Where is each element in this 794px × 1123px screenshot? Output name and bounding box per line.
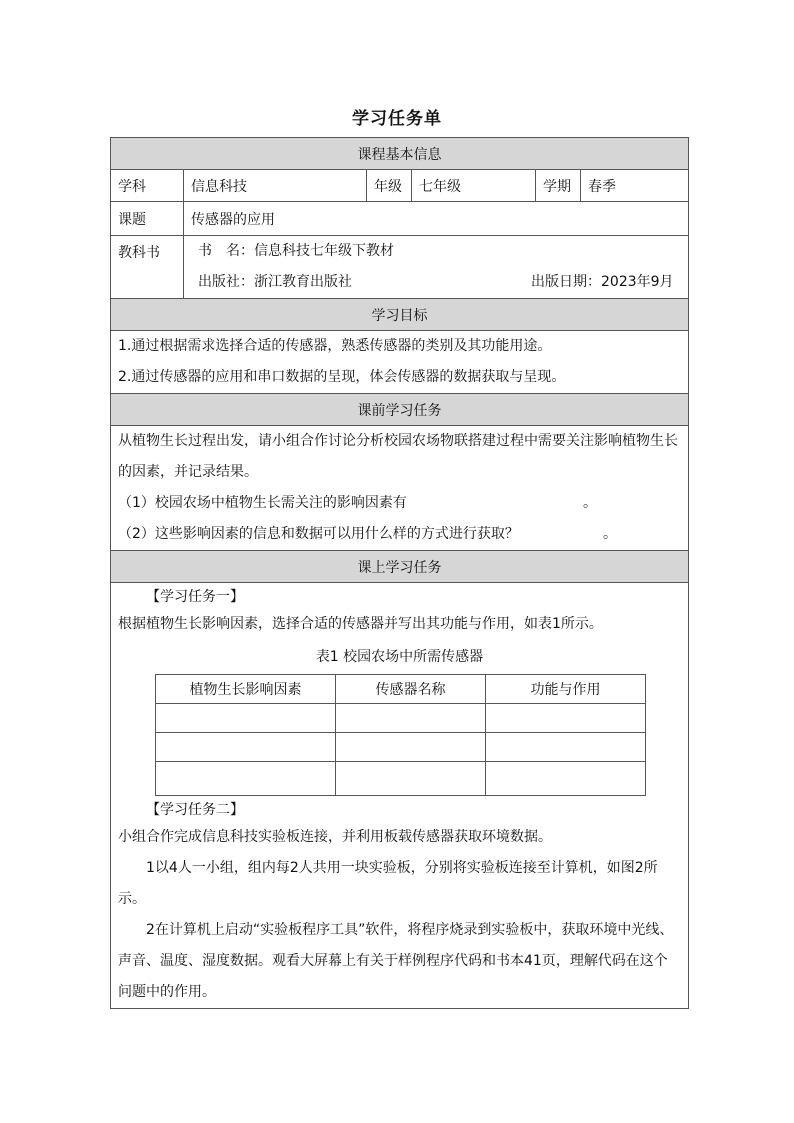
table-cell[interactable]: [156, 704, 336, 733]
task-1-text: 根据植物生长影响因素，选择合适的传感器并写出其功能与作用，如表1所示。: [118, 616, 603, 632]
grade-value: 七年级: [412, 170, 536, 202]
page-title: 学习任务单: [352, 109, 442, 129]
sensor-table: [155, 674, 646, 796]
task-2-text: 小组合作完成信息科技实验板连接，并利用板载传感器获取环境数据。: [118, 829, 552, 845]
table-cell[interactable]: [336, 762, 486, 796]
textbook-info: [184, 236, 689, 299]
column-header: 植物生长影响因素: [156, 675, 336, 704]
table-cell[interactable]: [156, 733, 336, 762]
in-class-content: [111, 583, 689, 1009]
task-2-step-2: 2在计算机上启动“实验板程序工具”软件，将程序烧录到实验板中，获取环境中光线、声音、温度、湿度数据。观看大屏幕上有关于样例程序代码和书本41页，理解代码在这个问题中的作用。: [118, 922, 674, 1000]
subject-label: 学科: [111, 170, 184, 202]
table-cell[interactable]: [336, 733, 486, 762]
publication-date: 出版日期：2023年9月: [531, 274, 674, 290]
pre-class-content: [111, 426, 689, 551]
table-caption: 表1 校园农场中所需传感器: [315, 649, 484, 665]
book-name: 书 名：信息科技七年级下教材: [198, 243, 394, 259]
pre-class-intro: 从植物生长过程出发，请小组合作讨论分析校园农场物联搭建过程中需要关注影响植物生长的因素，并记录结果。: [118, 433, 678, 480]
topic-label: 课题: [111, 202, 184, 236]
objective-item: 1.通过根据需求选择合适的传感器，熟悉传感器的类别及其功能用途。: [118, 338, 552, 354]
in-class-header: 课上学习任务: [111, 551, 689, 583]
table-row: [156, 704, 646, 733]
publisher: 出版社：浙江教育出版社: [198, 274, 352, 290]
table-row: [156, 733, 646, 762]
table-row: [156, 762, 646, 796]
objectives-header: 学习目标: [111, 299, 689, 331]
question-1-end: 。: [583, 495, 597, 511]
column-header: 功能与作用: [486, 675, 646, 704]
question-2: （2）这些影响因素的信息和数据可以用什么样的方式进行获取？: [118, 526, 519, 542]
textbook-label: 教科书: [111, 236, 184, 299]
task-sheet-table: [110, 137, 689, 1009]
objectives-list: [111, 331, 689, 394]
table-cell[interactable]: [486, 762, 646, 796]
subject-value: 信息科技: [184, 170, 367, 202]
task-2-step-1: 1以4人一小组，组内每2人共用一块实验板，分别将实验板连接至计算机，如图2所示。: [118, 860, 658, 907]
table-cell[interactable]: [336, 704, 486, 733]
objective-item: 2.通过传感器的应用和串口数据的呈现，体会传感器的数据获取与呈现。: [118, 369, 566, 385]
table-cell[interactable]: [486, 733, 646, 762]
table-cell[interactable]: [486, 704, 646, 733]
pre-class-header: 课前学习任务: [111, 394, 689, 426]
term-value: 春季: [581, 170, 689, 202]
term-label: 学期: [536, 170, 581, 202]
topic-value: 传感器的应用: [184, 202, 689, 236]
table-cell[interactable]: [156, 762, 336, 796]
question-1: （1）校园农场中植物生长需关注的影响因素有: [118, 495, 407, 511]
grade-label: 年级: [367, 170, 412, 202]
question-2-end: 。: [603, 526, 617, 542]
task-1-title: 【学习任务一】: [146, 589, 244, 605]
basic-info-header: 课程基本信息: [111, 138, 689, 170]
column-header: 传感器名称: [336, 675, 486, 704]
task-2-title: 【学习任务二】: [146, 802, 244, 818]
